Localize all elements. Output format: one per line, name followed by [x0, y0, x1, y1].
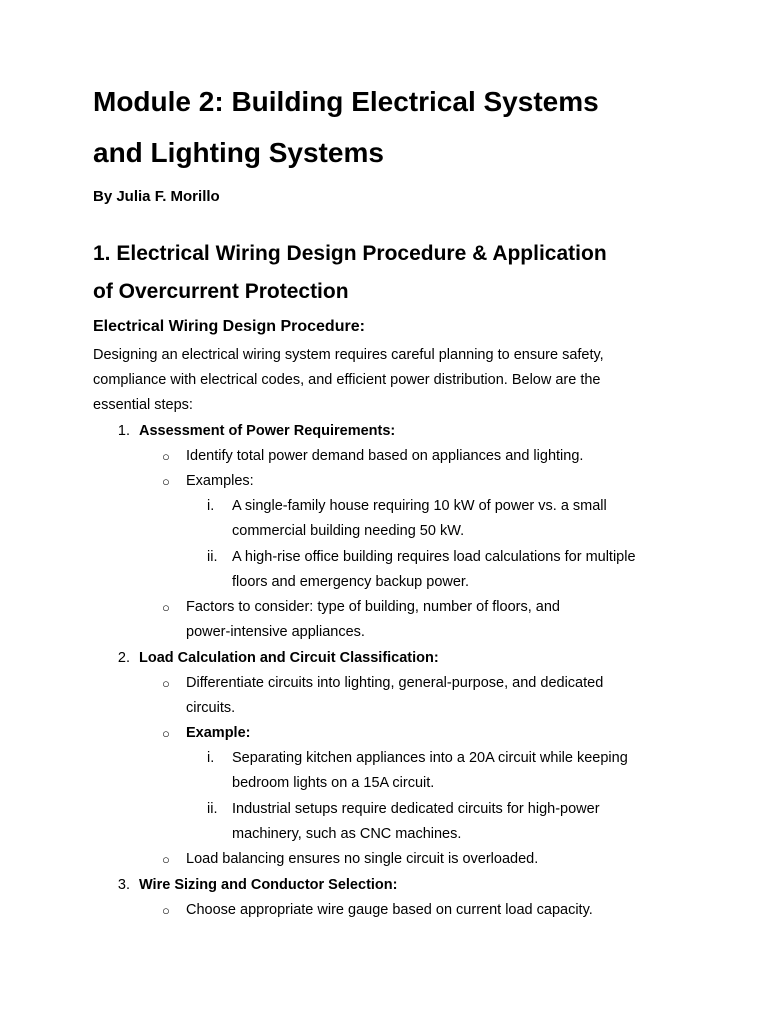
document-title-line-2: and Lighting Systems — [93, 137, 384, 168]
list-item-continued: floors and emergency backup power. — [232, 574, 469, 590]
section-heading-line-1: 1. Electrical Wiring Design Procedure & Application — [93, 242, 607, 265]
step-label: Wire Sizing and Conductor Selection: — [139, 877, 398, 893]
list-item: Identify total power demand based on appliances and lighting. — [186, 448, 584, 464]
list-item: A high-rise office building requires load calculations for multiple — [232, 549, 636, 565]
list-item-continued: power-intensive appliances. — [186, 624, 365, 640]
list-item: Load balancing ensures no single circuit is overloaded. — [186, 851, 539, 867]
step-label: Assessment of Power Requirements: — [139, 423, 396, 439]
list-item: Examples: — [186, 473, 254, 489]
subheading: Electrical Wiring Design Procedure: — [93, 318, 365, 335]
roman-numeral: ii. — [207, 801, 218, 817]
section-heading-line-2: of Overcurrent Protection — [93, 280, 349, 303]
list-item: Factors to consider: type of building, number of floors, and — [186, 599, 560, 615]
list-item: A single-family house requiring 10 kW of power vs. a small — [232, 498, 607, 514]
bullet-icon: ○ — [162, 474, 170, 489]
bullet-icon: ○ — [162, 449, 170, 464]
list-item-continued: bedroom lights on a 15A circuit. — [232, 775, 435, 791]
bullet-icon: ○ — [162, 726, 170, 741]
intro-line-3: essential steps: — [93, 397, 193, 413]
list-item: Example: — [186, 725, 251, 741]
bullet-icon: ○ — [162, 676, 170, 691]
list-item: Differentiate circuits into lighting, general-purpose, and dedicated — [186, 675, 604, 691]
step-number: 1. — [117, 423, 130, 439]
list-item-continued: commercial building needing 50 kW. — [232, 523, 465, 539]
roman-numeral: i. — [207, 750, 215, 766]
list-item-continued: circuits. — [186, 700, 236, 716]
intro-line-1: Designing an electrical wiring system requires careful planning to ensure safety, — [93, 347, 604, 363]
intro-line-2: compliance with electrical codes, and efficient power distribution. Below are the — [93, 372, 601, 388]
roman-numeral: ii. — [207, 549, 218, 565]
list-item: Choose appropriate wire gauge based on current load capacity. — [186, 902, 593, 918]
step-number: 3. — [117, 877, 130, 893]
step-label: Load Calculation and Circuit Classification: — [139, 650, 439, 666]
roman-numeral: i. — [207, 498, 215, 514]
list-item: Separating kitchen appliances into a 20A circuit while keeping — [232, 750, 628, 766]
list-item-continued: machinery, such as CNC machines. — [232, 826, 462, 842]
bullet-icon: ○ — [162, 600, 170, 615]
list-item: Industrial setups require dedicated circuits for high-power — [232, 801, 600, 817]
document-title-line-1: Module 2: Building Electrical Systems — [93, 86, 599, 117]
author-byline: By Julia F. Morillo — [93, 188, 220, 205]
bullet-icon: ○ — [162, 903, 170, 918]
bullet-icon: ○ — [162, 852, 170, 867]
step-number: 2. — [117, 650, 130, 666]
